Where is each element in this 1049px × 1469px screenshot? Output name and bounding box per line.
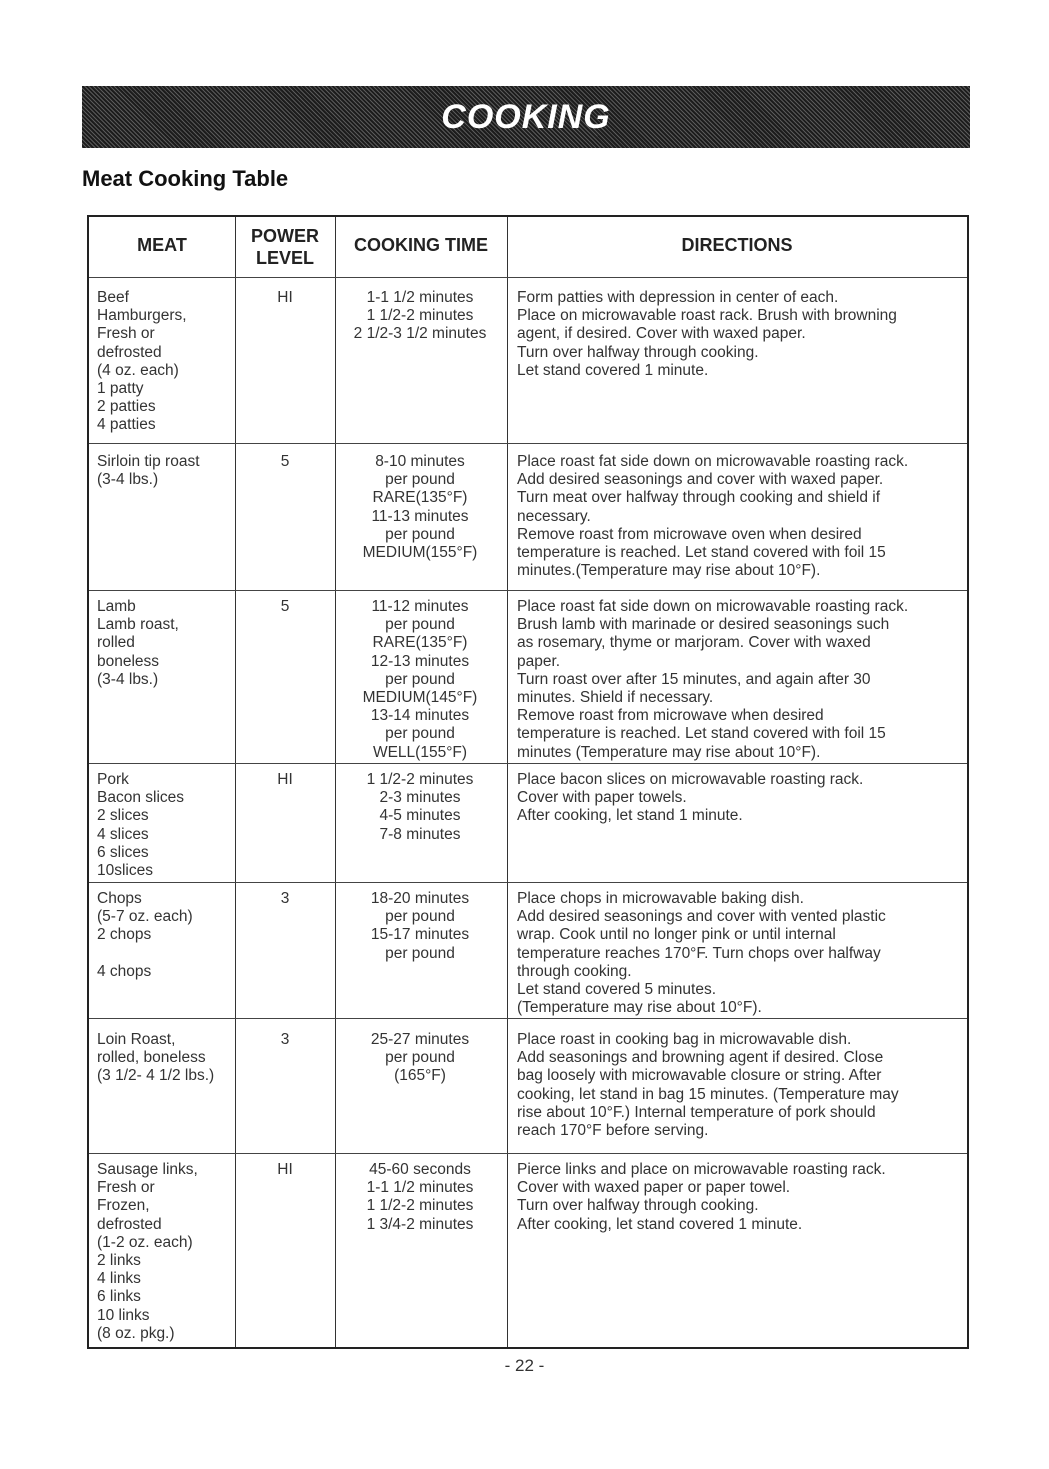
meat-cooking-table — [87, 215, 969, 1349]
cooking-time-cell: 18-20 minutes per pound 15-17 minutes per pound — [370, 890, 470, 962]
directions-cell: Place roast in cooking bag in microwavable dish. Add seasonings and browning agent if desired. Close bag loosely with microwavable closure or string. After cooking, let stand in bag 15 minutes. (Temperature may rise about 10°F.) Internal temperature of pork should reach 170°F before serving. — [517, 1031, 899, 1140]
power-level-cell: HI — [277, 289, 293, 306]
row-divider — [89, 763, 967, 764]
header-cooking-time: COOKING TIME — [354, 235, 488, 255]
meat-cell: Pork Bacon slices 2 slices 4 slices 6 slices 10slices — [97, 771, 185, 880]
cooking-banner — [82, 86, 970, 148]
cooking-time-cell: 25-27 minutes per pound (165°F) — [370, 1031, 470, 1085]
row-divider — [89, 443, 967, 444]
meat-cell: Beef Hamburgers, Fresh or defrosted (4 oz. each) 1 patty 2 patties 4 patties — [97, 289, 187, 434]
directions-cell: Place roast fat side down on microwavable roasting rack. Add desired seasonings and cover with waxed paper. Turn meat over halfway through cooking and shield if necessary. Remove roast from microwave oven when desired temperature is reached. Let stand covered with foil 15 minutes.(Temperature may rise about 10°F). — [517, 453, 909, 580]
meat-cell: Chops (5-7 oz. each) 2 chops 4 chops — [97, 890, 193, 980]
power-level-cell: 3 — [280, 890, 290, 907]
meat-cell: Lamb Lamb roast, rolled boneless (3-4 lbs.) — [97, 598, 179, 688]
header-directions: DIRECTIONS — [681, 235, 793, 255]
power-level-cell: 5 — [280, 598, 290, 615]
power-level-cell: 5 — [280, 453, 290, 470]
row-divider — [89, 277, 967, 278]
power-level-cell: 3 — [280, 1031, 290, 1048]
header-power-level: POWER LEVEL — [250, 226, 319, 268]
row-divider — [89, 1153, 967, 1154]
row-divider — [89, 590, 967, 591]
meat-cell: Loin Roast, rolled, boneless (3 1/2- 4 1/2 lbs.) — [97, 1031, 215, 1085]
row-divider — [89, 1018, 967, 1019]
directions-cell: Place roast fat side down on microwavable roasting rack. Brush lamb with marinade or desired seasonings such as rosemary, thyme or marjoram. Cover with waxed paper. Turn roast over after 15 minutes, and again after 30 minutes. Shield if necessary. Remove roast from microwave when desired temperature is reached. Let stand covered with foil 15 minutes (Temperature may rise about 10°F). — [517, 598, 909, 761]
column-divider — [507, 217, 508, 1347]
section-title: Meat Cooking Table — [82, 166, 289, 191]
directions-cell: Place chops in microwavable baking dish. Add desired seasonings and cover with vented plastic wrap. Cook until no longer pink or until internal temperature reaches 170°F. Turn chops over halfway through cooking. Let stand covered 5 minutes. (Temperature may rise about 10°F). — [517, 890, 886, 1017]
directions-cell: Pierce links and place on microwavable roasting rack. Cover with waxed paper or paper towel. Turn over halfway through cooking. After cooking, let stand covered 1 minute. — [517, 1161, 886, 1233]
directions-cell: Place bacon slices on microwavable roasting rack. Cover with paper towels. After cooking, let stand 1 minute. — [517, 771, 864, 825]
row-divider — [89, 882, 967, 883]
meat-cell: Sausage links, Fresh or Frozen, defrosted (1-2 oz. each) 2 links 4 links 6 links 10 links (8 oz. pkg.) — [97, 1161, 198, 1342]
page-number: - 22 - — [504, 1356, 545, 1375]
cooking-time-cell: 8-10 minutes per pound RARE(135°F) 11-13 minutes per pound MEDIUM(155°F) — [362, 453, 478, 562]
power-level-cell: HI — [277, 1161, 293, 1178]
banner-title: COOKING — [441, 97, 611, 136]
cooking-time-cell: 11-12 minutes per pound RARE(135°F) 12-13 minutes per pound MEDIUM(145°F) 13-14 minutes per pound WELL(155°F) — [362, 598, 478, 761]
cooking-time-cell: 45-60 seconds 1-1 1/2 minutes 1 1/2-2 minutes 1 3/4-2 minutes — [366, 1161, 474, 1233]
cooking-time-cell: 1-1 1/2 minutes 1 1/2-2 minutes 2 1/2-3 1/2 minutes — [353, 289, 487, 343]
header-meat: MEAT — [137, 235, 187, 255]
directions-cell: Form patties with depression in center of each. Place on microwavable roast rack. Brush with browning agent, if desired. Cover with waxed paper. Turn over halfway through cooking. Let stand covered 1 minute. — [517, 289, 897, 379]
meat-cell: Sirloin tip roast (3-4 lbs.) — [97, 453, 200, 489]
power-level-cell: HI — [277, 771, 293, 788]
cooking-time-cell: 1 1/2-2 minutes 2-3 minutes 4-5 minutes 7-8 minutes — [366, 771, 474, 843]
